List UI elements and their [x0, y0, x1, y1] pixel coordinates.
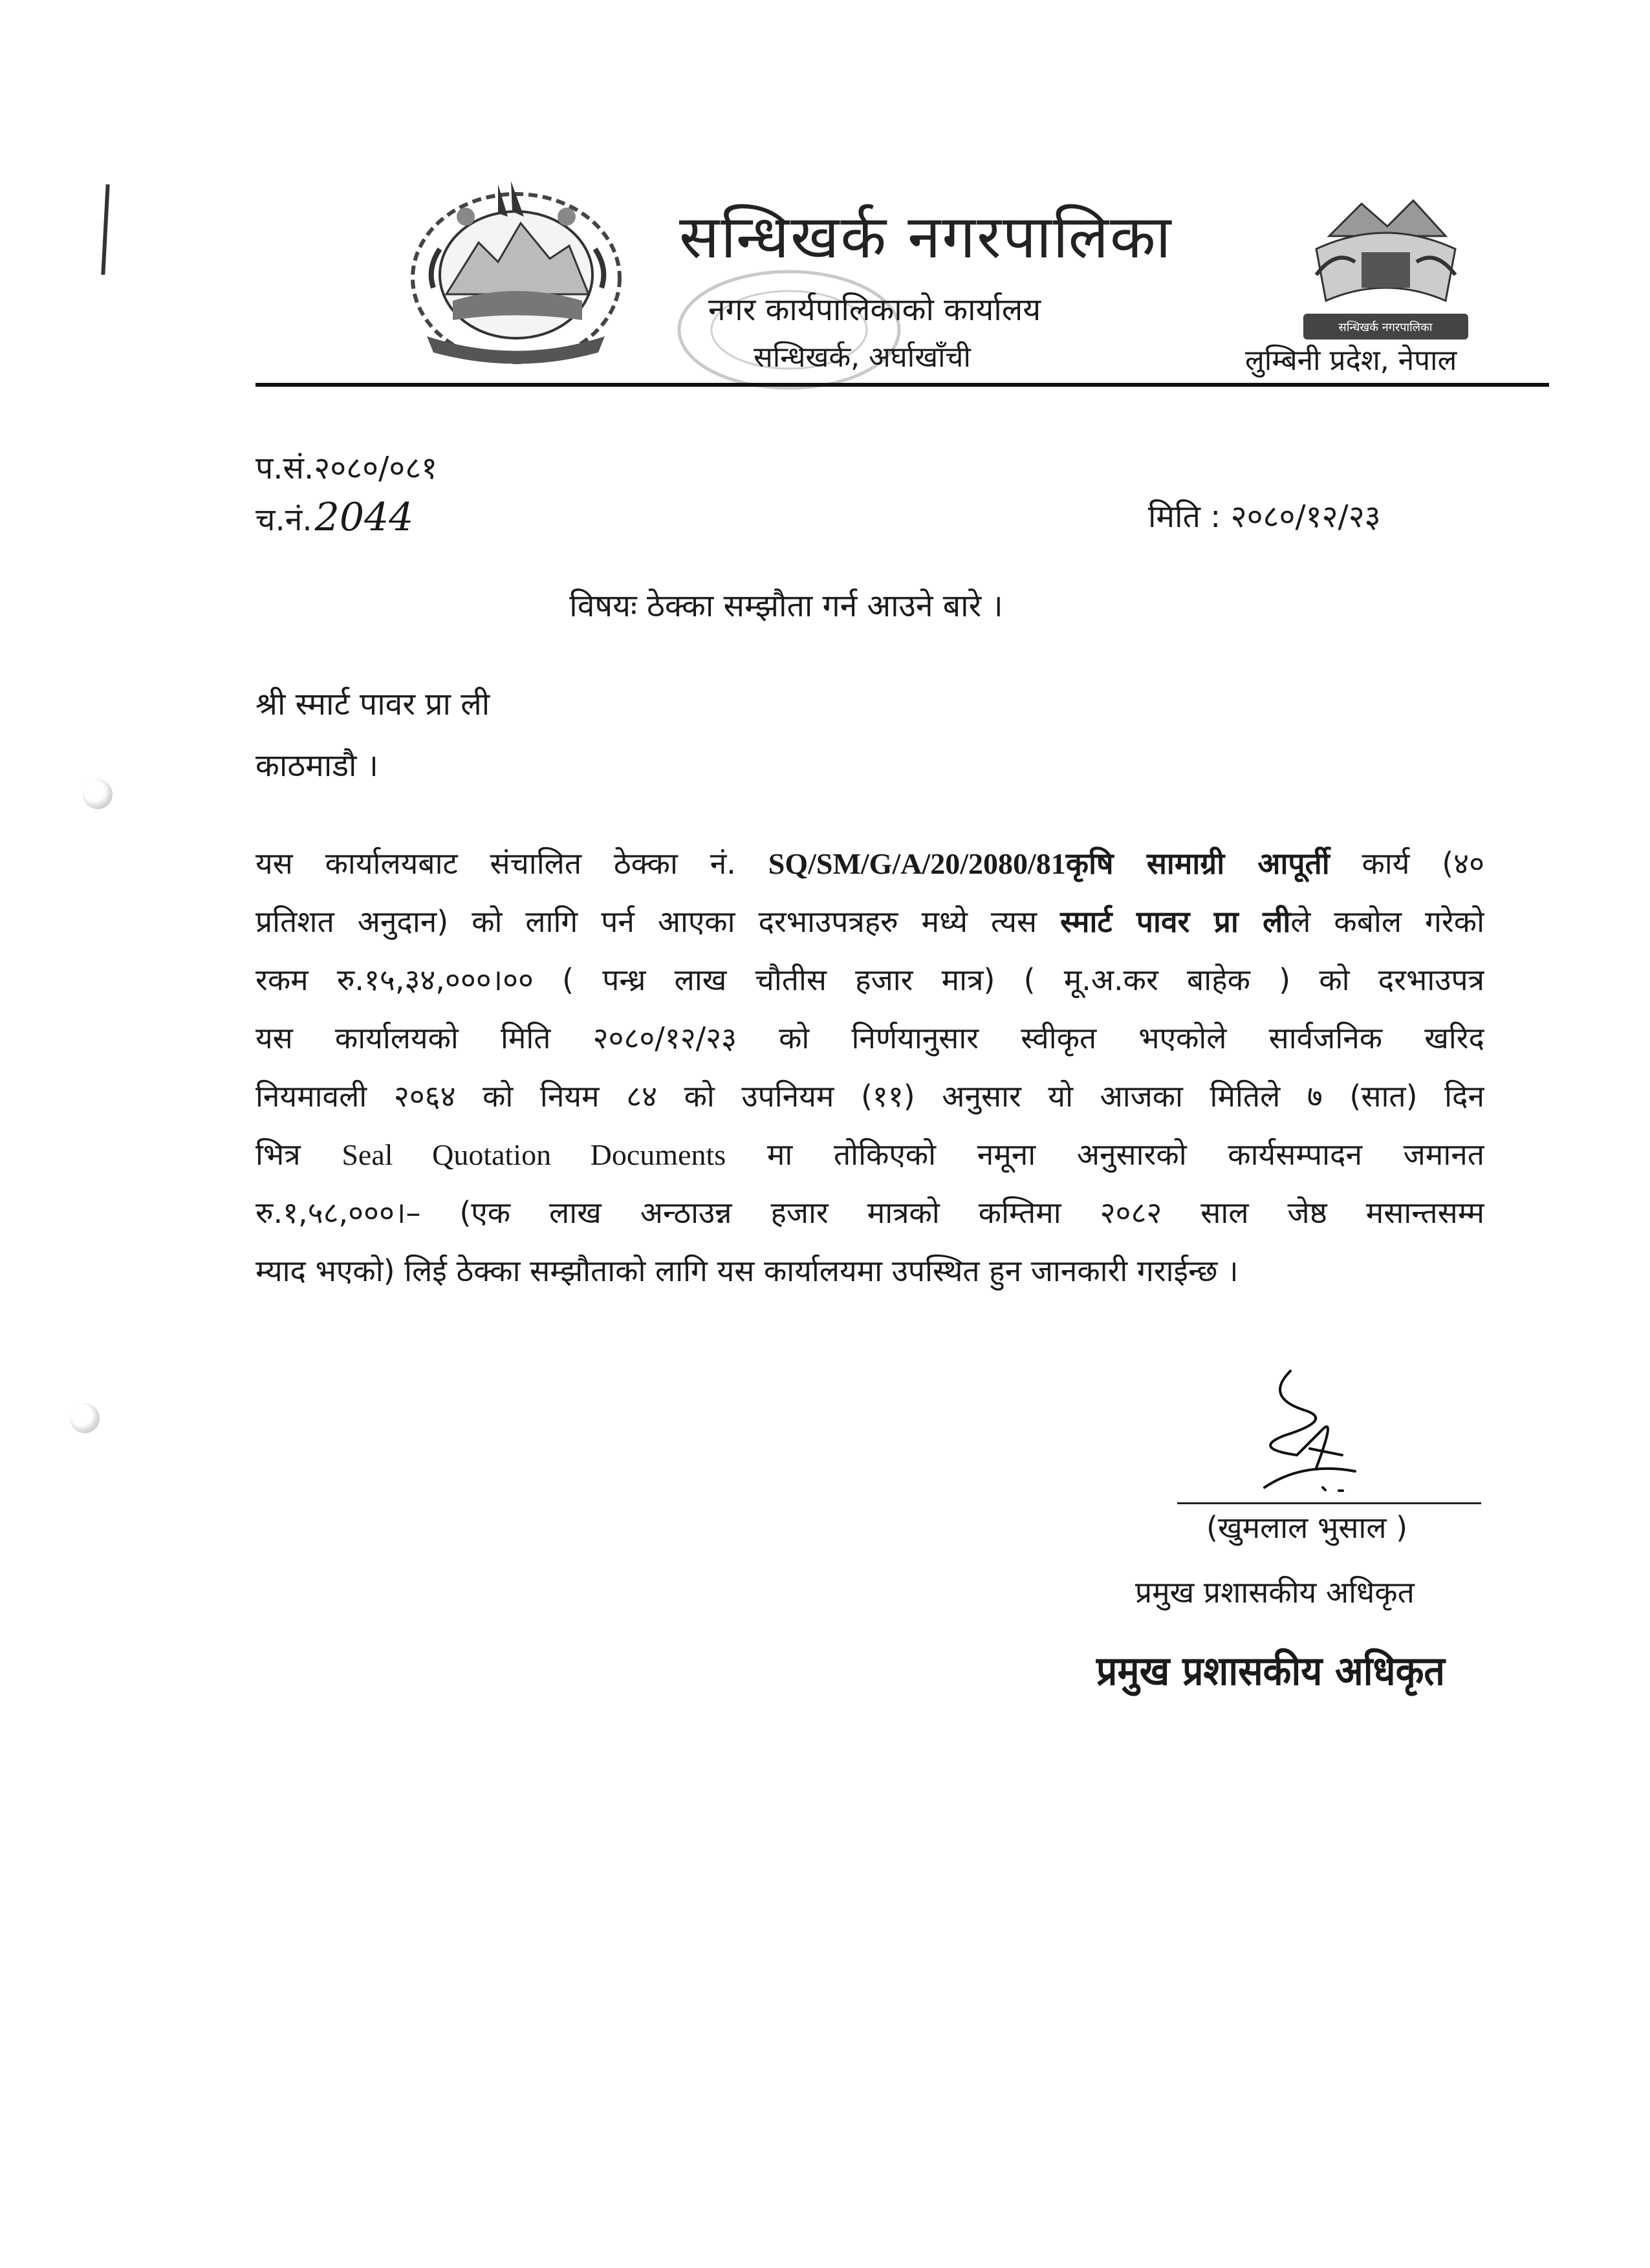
subject-text: विषयः ठेक्का सम्झौता गर्न आउने बारे ।: [569, 588, 1003, 624]
office-address: सन्धिखर्क, अर्घाखाँची: [754, 341, 971, 374]
bidder-name: स्मार्ट पावर प्रा ली: [1060, 904, 1291, 939]
signatory-title-stamp: प्रमुख प्रशासकीय अधिकृत: [1096, 1647, 1445, 1694]
body-line: यस कार्यालयको मिति २०८०/१२/२३ को निर्णयानुसार स्वीकृत भएकोले सार्वजनिक खरिद: [255, 1021, 1484, 1055]
office-name: नगर कार्यपालिकाको कार्यालय: [708, 292, 1041, 328]
body-line: प्रतिशत अनुदान) को लागि पर्न आएका दरभाउपत्रहरु मध्ये त्यस स्मार्ट पावर प्रा लीले कबोल गरेको: [255, 904, 1484, 939]
subject-line: [0, 584, 1650, 626]
svg-text:सन्धिखर्क नगरपालिका: सन्धिखर्क नगरपालिका: [1338, 321, 1433, 334]
signatory-title: प्रमुख प्रशासकीय अधिकृत: [1135, 1575, 1415, 1610]
nepal-government-emblem-icon: [401, 171, 631, 372]
body-line: भित्र Seal Quotation Documents मा तोकिएको नमूना अनुसारको कार्यसम्पादन जमानत: [255, 1137, 1484, 1172]
addressee-name: श्री स्मार्ट पावर प्रा ली: [255, 686, 490, 722]
body-line: यस कार्यालयबाट संचालित ठेक्का नं. SQ/SM/G/A/20/2080/81कृषि सामाग्री आपूर्ती कार्य (४०: [255, 846, 1484, 881]
signature-line: [1177, 1502, 1481, 1504]
dispatch-number: [255, 495, 413, 540]
province-country: लुम्बिनी प्रदेश, नेपाल: [1245, 344, 1457, 377]
body-line: म्याद भएको) लिई ठेक्का सम्झौताको लागि यस कार्यालयमा उपस्थित हुन जानकारी गराईन्छ ।: [255, 1253, 1239, 1288]
office-stamp-icon: [673, 265, 906, 394]
signatory-name: (खुमलाल भुसाल ): [1206, 1510, 1408, 1545]
letter-date: मिति : २०८०/१२/२३: [1148, 499, 1381, 535]
body-line: नियमावली २०६४ को नियम ८४ को उपनियम (११) अनुसार यो आजका मितिले ७ (सात) दिन: [255, 1079, 1484, 1114]
punch-hole: [83, 779, 113, 809]
dispatch-number-handwritten: 2044: [314, 495, 414, 540]
dispatch-prefix: च.नं.: [255, 502, 312, 538]
reference-number: प.सं.२०८०/०८१: [255, 450, 438, 486]
handwritten-signature: [1226, 1358, 1387, 1507]
contract-number: SQ/SM/G/A/20/2080/81: [768, 847, 1066, 880]
body-line: रकम रु.१५,३४,०००।०० ( पन्ध्र लाख चौतीस हजार मात्र) ( मू.अ.कर बाहेक ) को दरभाउपत्र: [255, 962, 1484, 997]
header-divider: [255, 383, 1549, 387]
municipality-logo-icon: [1290, 191, 1481, 362]
municipality-name: सन्धिखर्क नगरपालिका: [679, 202, 1173, 272]
punch-hole: [70, 1403, 100, 1433]
body-line: रु.१,५८,०००।– (एक लाख अन्ठाउन्न हजार मात्रको कम्तिमा २०८२ साल जेष्ठ मसान्तसम्म: [255, 1195, 1484, 1230]
scan-mark: [101, 184, 109, 275]
addressee-city: काठमाडौ ।: [255, 748, 378, 784]
